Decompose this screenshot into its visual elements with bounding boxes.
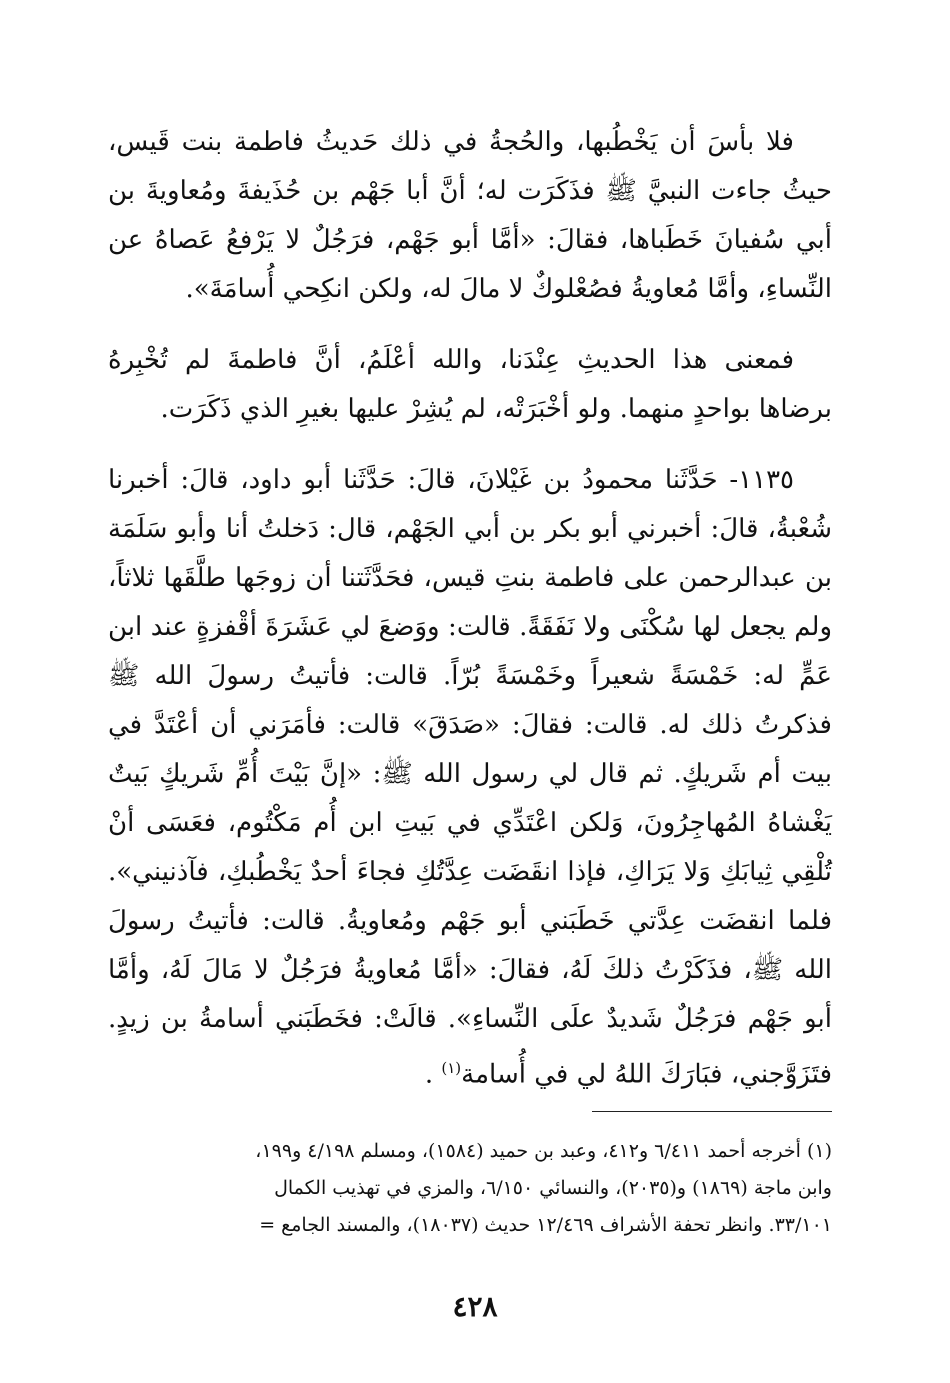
paragraph-hadith-1135: ١١٣٥- حَدَّثَنا محمودُ بن غَيْلانَ، قالَ: حَدَّثَنا أبو داود، قالَ: أخبرنا شُعْبةُ، قالَ: أخبرني أبو بكر بن أبي الجَهْم، قال: دَخلتُ أنا وأبو سَلَمَة بن عبدالرحمن على فاطمة بنتِ قيس، فحَدَّثَتنا أن زوجَها طلَّقَها ثلاثاً، ولم يجعل لها سُكْنَى ولا نَفَقَةً. قالت: ووَضعَ لي عَشَرَةَ أقْفزةٍ عند ابن عَمٍّ له: خَمْسَةً شعيراً وخَمْسَةً بُرّاً. قالت: فأتيتُ رسولَ الله ﷺ فذكرتُ ذلك له. قالت: فقالَ: «صَدَقَ» قالت: فأمَرَني أن أعْتَدَّ في بيت أم شَريكٍ. ثم قال لي رسول الله ﷺ: «إنَّ بَيْتَ أُمِّ شَريكٍ بَيتٌ يَغْشاهُ المُهاجِرُونَ، وَلكن اعْتَدِّي في بَيتِ ابن أُم مَكْتُوم، فعَسَى أنْ تُلْقِي ثِيابَكِ وَلا يَرَاكِ، فإذا انقَضَت عِدَّتُكِ فجاءَ أحدٌ يَخْطُبكِ، فآذنيني». فلما انقضَت عِدَّتي خَطَبَني أبو جَهْم ومُعاويةُ. قالت: فأتيتُ رسولَ الله ﷺ، فذَكَرْتُ ذلكَ لَهُ، فقالَ: «أمَّا مُعاويةُ فرَجُلٌ لا مَالَ لَهُ، وأمَّا أبو جَهْم فرَجُلٌ شَديدٌ علَى النِّساءِ». قالَتْ: فخَطَبَني أسامةُ بن زيدٍ. فتَزَوَّجني، فبَارَكَ اللهُ لي في أُسامة$^{(١)}$ .: [108, 465, 832, 1090]
paragraph-1: فلا بأسَ أن يَخْطُبها، والحُجةُ في ذلك حَديثُ فاطمة بنت قَيس، حيثُ جاءت النبيَّ ﷺ فذَكَرَت له؛ أنَّ أبا جَهْم بن حُذَيفةَ ومُعاويةَ بن أبي سُفيانَ خَطَباها، فقالَ: «أمَّا أبو جَهْم، فرَجُلٌ لا يَرْفعُ عَصاهُ عن النِّساءِ، وأمَّا مُعاويةُ فصُعْلوكٌ لا مالَ له، ولكن انكِحي أُسامَةَ».: [108, 127, 832, 304]
footnote-line-1: (١) أخرجه أحمد ٦/٤١١ و٤١٢، وعبد بن حميد (١٥٨٤)، ومسلم ٤/١٩٨ و١٩٩،: [255, 1140, 832, 1162]
footnotes: [108, 1133, 832, 1244]
page-number: ٤٢٨: [452, 1290, 498, 1323]
footnote-line-2: وابن ماجة (١٨٦٩) و(٢٠٣٥)، والنسائي ٦/١٥٠، والمزي في تهذيب الكمال: [274, 1177, 832, 1199]
footnote-line-3: ٣٣/١٠١. وانظر تحفة الأشراف ١٢/٤٦٩ حديث (١٨٠٣٧)، والمسند الجامع =: [259, 1214, 832, 1236]
hadith-text: ١١٣٥- حَدَّثَنا محمودُ بن غَيْلانَ، قالَ: حَدَّثَنا أبو داود، قالَ: أخبرنا شُعْبةُ، قالَ: أخبرني أبو بكر بن أبي الجَهْم، قال: دَخلتُ أنا وأبو سَلَمَة بن عبدالرحمن على فاطمة بنتِ قيس، فحَدَّثَتنا أن زوجَها طلَّقَها ثلاثاً، ولم يجعل لها سُكْنَى ولا نَفَقَةً. قالت: ووَضعَ لي عَشَرَةَ أقْفزةٍ عند ابن عَمٍّ له: خَمْسَةً شعيراً وخَمْسَةً بُرّاً. قالت: فأتيتُ رسولَ الله ﷺ فذكرتُ ذلك له. قالت: فقالَ: «صَدَقَ» قالت: فأمَرَني أن أعْتَدَّ في بيت أم شَريكٍ. ثم قال لي رسول الله ﷺ: «إنَّ بَيْتَ أُمِّ شَريكٍ بَيتٌ يَغْشاهُ المُهاجِرُونَ، وَلكن اعْتَدِّي في بَيتِ ابن أُم مَكْتُوم، فعَسَى أنْ تُلْقِي ثِيابَكِ وَلا يَرَاكِ، فإذا انقَضَت عِدَّتُكِ فجاءَ أحدٌ يَخْطُبكِ، فآذنيني». فلما انقضَت عِدَّتي خَطَبَني أبو جَهْم ومُعاويةُ. قالت: فأتيتُ رسولَ الله ﷺ، فذَكَرْتُ ذلكَ لَهُ، فقالَ: «أمَّا مُعاويةُ فرَجُلٌ لا مَالَ لَهُ، وأمَّا أبو جَهْم فرَجُلٌ شَديدٌ علَى النِّساءِ». قالَتْ: فخَطَبَني أسامةُ بن زيدٍ. فتَزَوَّجني، فبَارَكَ اللهُ لي في أُسامة: [108, 465, 832, 1090]
footnote-marker: (١): [441, 1059, 462, 1077]
footnote-divider: [592, 1111, 832, 1112]
main-text: [108, 118, 832, 1100]
paragraph-2: فمعنى هذا الحديثِ عِنْدَنا، والله أعْلَمُ، أنَّ فاطمةَ لم تُخْبِرهُ برضاها بواحدٍ منهما. ولو أخْبَرَتْه، لم يُشِرْ عليها بغيرِ الذي ذَكَرَت.: [108, 345, 832, 424]
